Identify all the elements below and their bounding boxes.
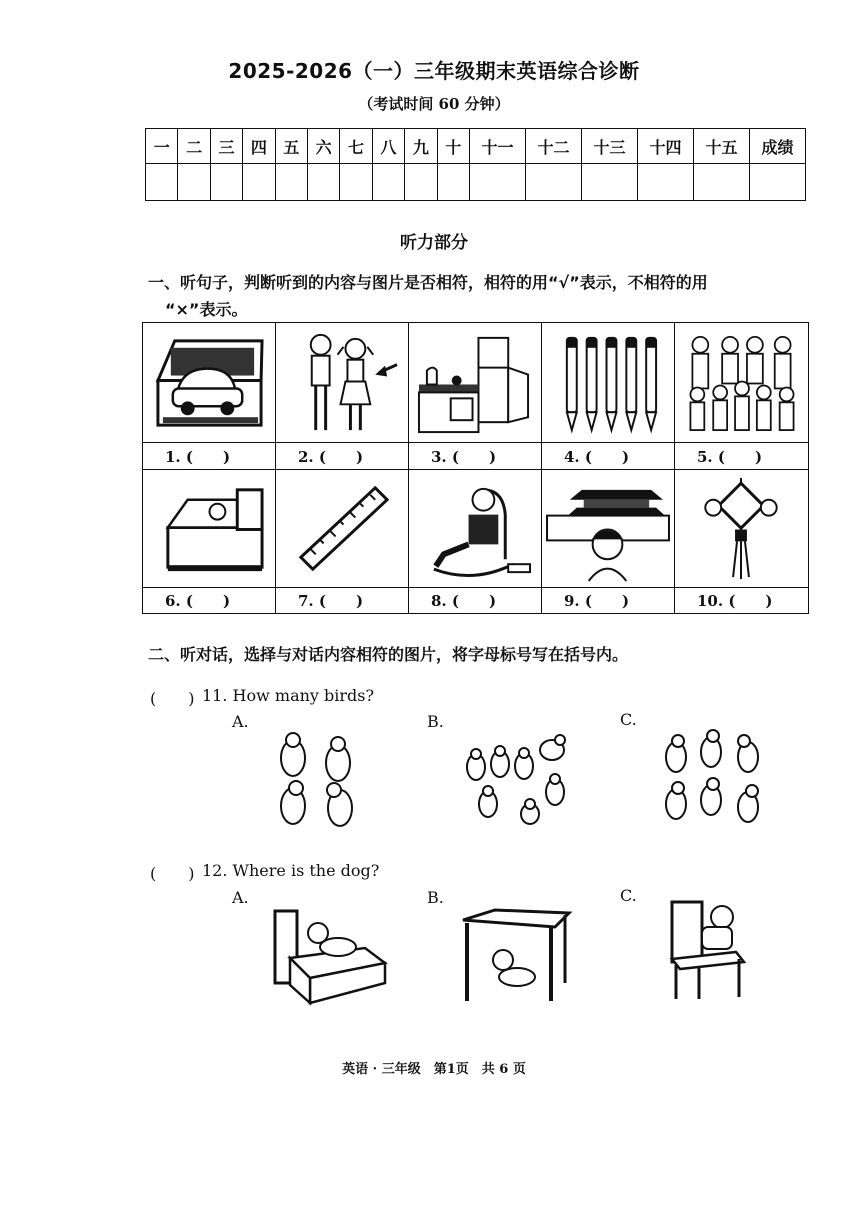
q11-option-a-image[interactable] <box>268 728 368 833</box>
q11-answer-paren[interactable]: ( ) <box>150 689 195 708</box>
q12-option-a-image[interactable] <box>270 903 390 1008</box>
score-col-header: 十三 <box>582 129 638 164</box>
grandpa-rocking-chair-icon <box>409 470 541 587</box>
score-col-header: 三 <box>210 129 242 164</box>
exam-duration: （考试时间 60 分钟） <box>358 95 510 113</box>
q11-text: 11. How many birds? <box>202 686 375 705</box>
score-cell[interactable] <box>275 164 307 201</box>
picture-4 <box>542 323 675 443</box>
score-col-header: 五 <box>275 129 307 164</box>
score-col-header: 十四 <box>638 129 694 164</box>
picture-8 <box>409 470 542 588</box>
part1-instruction-line2: “×”表示。 <box>165 300 248 319</box>
q11-option-b-image[interactable] <box>460 722 578 830</box>
q12-option-a-label: A. <box>232 888 249 907</box>
score-col-header: 八 <box>372 129 404 164</box>
score-cell[interactable] <box>210 164 242 201</box>
seven-birds-icon <box>460 722 578 830</box>
item-10-answer[interactable]: 10. ( ) <box>697 592 773 610</box>
score-table <box>145 128 806 201</box>
score-col-header: 一 <box>146 129 178 164</box>
score-col-header: 四 <box>243 129 275 164</box>
score-cell[interactable] <box>405 164 437 201</box>
score-col-header: 十 <box>437 129 469 164</box>
score-cell[interactable] <box>307 164 339 201</box>
listening-section-title: 听力部分 <box>400 233 468 253</box>
picture-6 <box>143 470 276 588</box>
dog-on-chair-icon <box>664 897 749 1002</box>
q11-option-a-label: A. <box>232 712 249 731</box>
item-6-answer[interactable]: 6. ( ) <box>143 588 276 613</box>
item-9-answer[interactable]: 9. ( ) <box>542 588 675 613</box>
boy-girl-arrow-icon <box>276 323 408 442</box>
kitchen-fridge-icon <box>409 323 541 442</box>
picture-3 <box>409 323 542 443</box>
picture-5 <box>675 323 808 443</box>
picture-2 <box>276 323 409 443</box>
score-col-header: 七 <box>340 129 372 164</box>
score-cell[interactable] <box>146 164 178 201</box>
q12-answer-paren[interactable]: ( ) <box>150 864 195 883</box>
item-5-answer[interactable]: 5. ( ) <box>675 443 808 470</box>
score-cell[interactable] <box>372 164 404 201</box>
chinese-knot-icon <box>675 470 808 587</box>
tiananmen-girl-icon <box>542 470 674 587</box>
score-cell[interactable] <box>694 164 750 201</box>
family-group-icon <box>675 323 808 442</box>
page-footer: 英语 · 三年级 第1页 共 6 页 <box>342 1062 526 1077</box>
score-cell[interactable] <box>470 164 526 201</box>
score-col-header: 十二 <box>526 129 582 164</box>
q11-option-c-image[interactable] <box>656 722 768 830</box>
picture-9 <box>542 470 675 588</box>
dog-on-bed-icon <box>270 903 390 1008</box>
picture-10 <box>675 470 808 588</box>
dog-under-table-icon <box>455 905 573 1005</box>
six-birds-icon <box>656 722 768 830</box>
q12-text: 12. Where is the dog? <box>202 861 380 880</box>
picture-7 <box>276 470 409 588</box>
score-col-header: 九 <box>405 129 437 164</box>
item-3-answer[interactable]: 3. ( ) <box>409 443 542 470</box>
bed-ball-icon <box>143 470 275 587</box>
item-1-answer[interactable]: 1. ( ) <box>143 443 276 470</box>
score-cell[interactable] <box>178 164 210 201</box>
q11-option-c-label: C. <box>620 710 637 729</box>
four-birds-icon <box>268 728 368 833</box>
q12-option-c-image[interactable] <box>664 897 749 1002</box>
item-8-answer[interactable]: 8. ( ) <box>409 588 542 613</box>
score-cell[interactable] <box>437 164 469 201</box>
score-cell[interactable] <box>582 164 638 201</box>
item-2-answer[interactable]: 2. ( ) <box>276 443 409 470</box>
picture-judgement-grid <box>142 322 809 614</box>
item-7-answer[interactable]: 7. ( ) <box>276 588 409 613</box>
page-title: 2025-2026（一）三年级期末英语综合诊断 <box>228 59 640 83</box>
score-col-header: 六 <box>307 129 339 164</box>
part1-instruction-line1: 一、听句子，判断听到的内容与图片是否相符，相符的用“√”表示，不相符的用 <box>148 273 708 292</box>
q12-option-b-label: B. <box>427 888 444 907</box>
score-col-header: 成绩 <box>750 129 806 164</box>
item-4-answer[interactable]: 4. ( ) <box>542 443 675 470</box>
score-cell[interactable] <box>243 164 275 201</box>
q12-option-b-image[interactable] <box>455 905 573 1005</box>
toy-box-car-icon <box>143 323 275 442</box>
score-cell[interactable] <box>638 164 694 201</box>
score-col-header: 十五 <box>694 129 750 164</box>
score-cell[interactable] <box>340 164 372 201</box>
score-col-header: 二 <box>178 129 210 164</box>
picture-1 <box>143 323 276 443</box>
score-col-header: 十一 <box>470 129 526 164</box>
ruler-icon <box>276 470 408 587</box>
part2-instruction: 二、听对话，选择与对话内容相符的图片，将字母标号写在括号内。 <box>148 645 629 664</box>
five-pens-icon <box>542 323 674 442</box>
score-cell[interactable] <box>750 164 806 201</box>
q11-option-b-label: B. <box>427 712 444 731</box>
q12-option-c-label: C. <box>620 886 637 905</box>
score-cell[interactable] <box>526 164 582 201</box>
